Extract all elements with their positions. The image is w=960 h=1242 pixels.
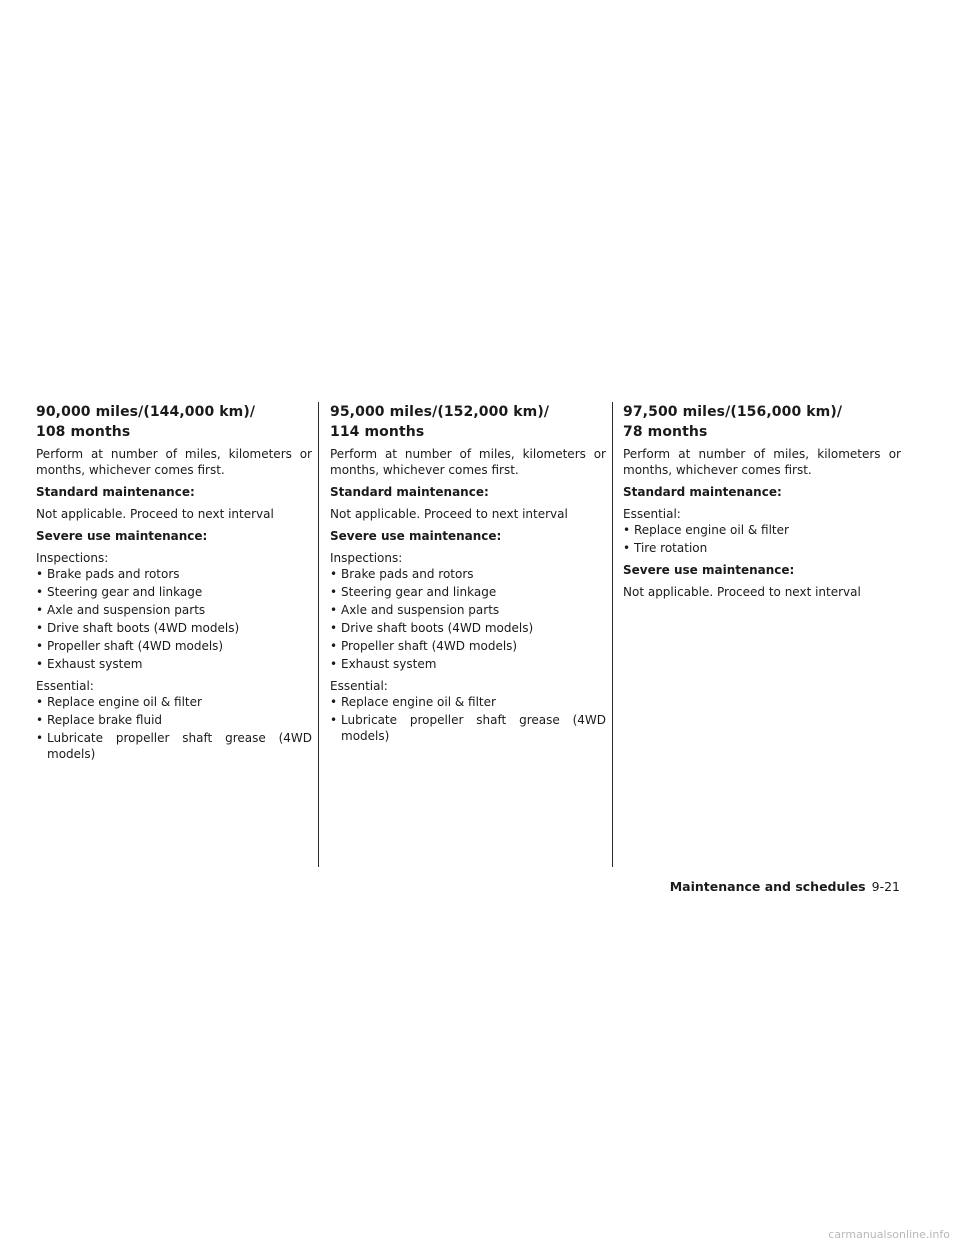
interval-heading-line2: 114 months — [330, 424, 425, 440]
standard-maintenance-label: Standard maintenance: — [623, 485, 782, 499]
standard-maintenance-label: Standard maintenance: — [36, 485, 195, 499]
interval-heading-line1: 97,500 miles/(156,000 km)/ — [623, 404, 843, 420]
list-item: • Exhaust system — [36, 656, 312, 672]
list-item: • Brake pads and rotors — [36, 566, 312, 582]
column-divider — [318, 402, 319, 867]
list-item: • Axle and suspension parts — [36, 602, 312, 618]
list-item: • Lubricate propeller shaft grease (4WD models) — [36, 730, 312, 762]
watermark: carmanualsonline.info — [828, 1228, 950, 1241]
interval-intro: Perform at number of miles, kilometers or months, whichever comes first. — [330, 447, 606, 477]
maintenance-column-95000 — [330, 402, 606, 750]
essential-label: Essential: — [36, 679, 94, 693]
essential-label: Essential: — [330, 679, 388, 693]
inspections-list — [330, 566, 606, 672]
standard-maintenance-text: Not applicable. Proceed to next interval — [36, 507, 274, 521]
interval-heading — [330, 402, 606, 442]
list-item: • Replace engine oil & filter — [330, 694, 606, 710]
list-item: • Brake pads and rotors — [330, 566, 606, 582]
list-item: • Drive shaft boots (4WD models) — [330, 620, 606, 636]
list-item: • Drive shaft boots (4WD models) — [36, 620, 312, 636]
interval-intro: Perform at number of miles, kilometers or months, whichever comes first. — [623, 447, 901, 477]
inspections-label: Inspections: — [330, 551, 403, 565]
essential-list — [330, 694, 606, 744]
severe-maintenance-label: Severe use maintenance: — [623, 563, 795, 577]
list-item: • Replace brake fluid — [36, 712, 312, 728]
essential-list — [623, 522, 901, 556]
severe-maintenance-label: Severe use maintenance: — [36, 529, 208, 543]
inspections-list — [36, 566, 312, 672]
severe-maintenance-text: Not applicable. Proceed to next interval — [623, 585, 861, 599]
page-footer — [650, 878, 900, 896]
list-item: • Axle and suspension parts — [330, 602, 606, 618]
essential-label: Essential: — [623, 507, 681, 521]
list-item: • Tire rotation — [623, 540, 901, 556]
maintenance-column-97500 — [623, 402, 901, 606]
page-number: 9-21 — [871, 879, 900, 894]
interval-heading — [623, 402, 901, 442]
inspections-label: Inspections: — [36, 551, 109, 565]
list-item: • Replace engine oil & filter — [623, 522, 901, 538]
list-item: • Propeller shaft (4WD models) — [36, 638, 312, 654]
essential-list — [36, 694, 312, 762]
interval-heading-line2: 108 months — [36, 424, 131, 440]
column-divider — [612, 402, 613, 867]
severe-maintenance-label: Severe use maintenance: — [330, 529, 502, 543]
list-item: • Exhaust system — [330, 656, 606, 672]
footer-section-title: Maintenance and schedules — [669, 879, 866, 894]
standard-maintenance-text: Not applicable. Proceed to next interval — [330, 507, 568, 521]
interval-heading-line2: 78 months — [623, 424, 708, 440]
list-item: • Replace engine oil & filter — [36, 694, 312, 710]
interval-heading-line1: 90,000 miles/(144,000 km)/ — [36, 404, 256, 420]
list-item: • Steering gear and linkage — [330, 584, 606, 600]
interval-heading — [36, 402, 312, 442]
interval-intro: Perform at number of miles, kilometers or months, whichever comes first. — [36, 447, 312, 477]
maintenance-column-90000 — [36, 402, 312, 768]
list-item: • Lubricate propeller shaft grease (4WD models) — [330, 712, 606, 744]
interval-heading-line1: 95,000 miles/(152,000 km)/ — [330, 404, 550, 420]
list-item: • Propeller shaft (4WD models) — [330, 638, 606, 654]
list-item: • Steering gear and linkage — [36, 584, 312, 600]
standard-maintenance-label: Standard maintenance: — [330, 485, 489, 499]
